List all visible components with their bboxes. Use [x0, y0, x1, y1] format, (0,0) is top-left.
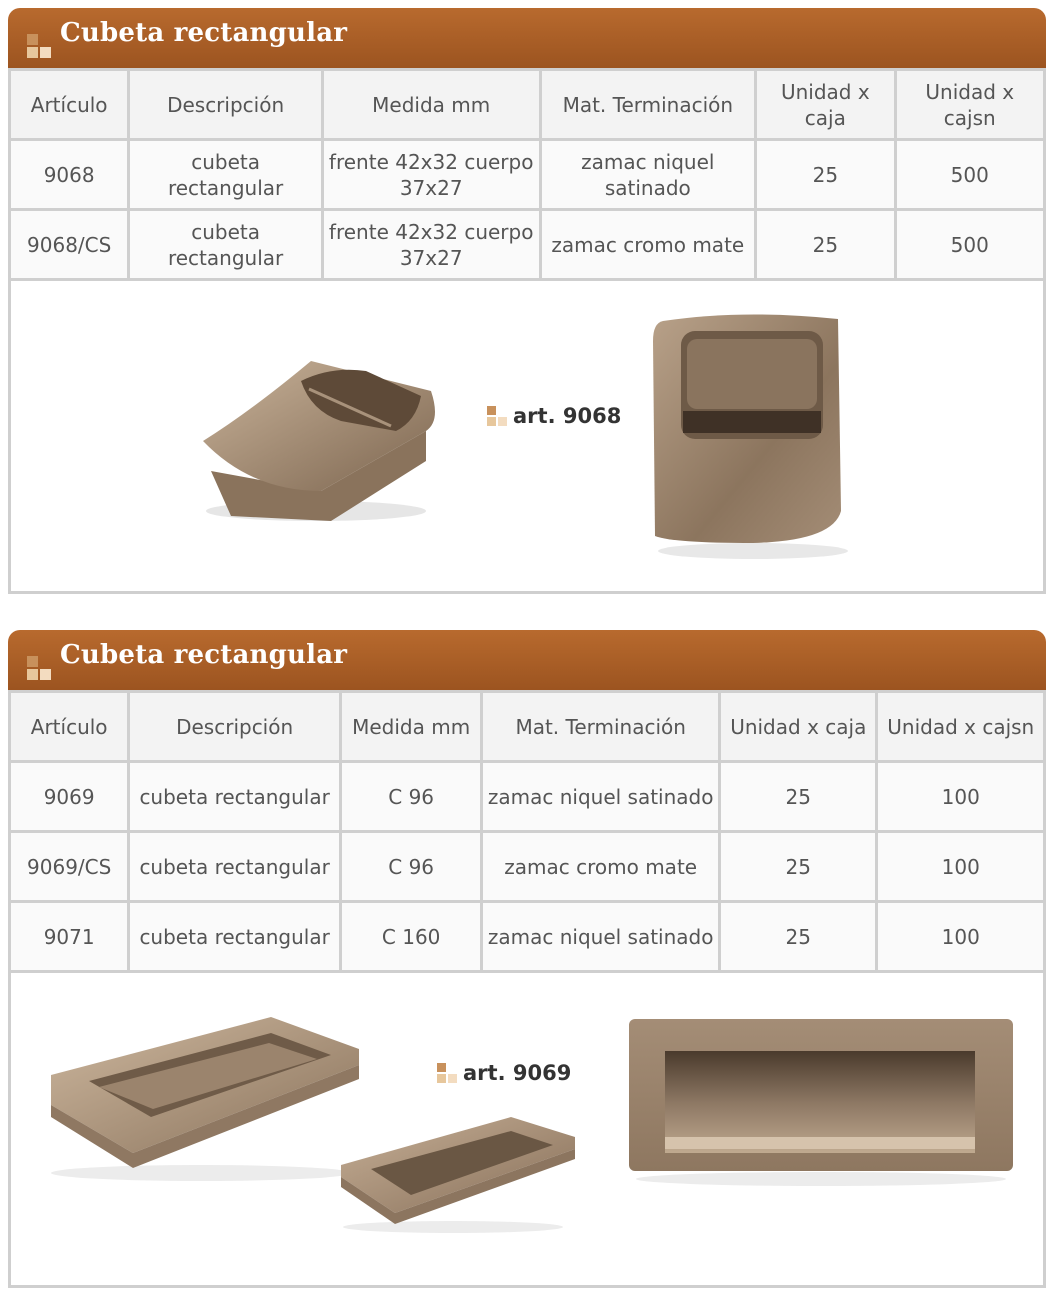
column-header: Mat. Terminación [542, 71, 755, 138]
column-header: Unidad x caja [721, 693, 875, 760]
cell-terminacion: zamac niquel satinado [483, 903, 718, 970]
section-header [8, 630, 1046, 690]
product-photo-front [643, 311, 853, 561]
cell-descripcion: cubeta rectangular [130, 903, 339, 970]
table-header-row [11, 71, 1043, 138]
bullet-squares-icon [27, 34, 51, 58]
cell-unidad-caja: 25 [721, 833, 875, 900]
cell-articulo: 9069 [11, 763, 127, 830]
cell-unidad-cajsn: 100 [878, 763, 1043, 830]
column-header: Unidad x caja [757, 71, 893, 138]
cell-terminacion: zamac cromo mate [483, 833, 718, 900]
cell-descripcion: cubeta rectangular [130, 763, 339, 830]
cell-medida: frente 42x32 cuerpo 37x27 [324, 211, 539, 278]
cell-unidad-cajsn: 500 [897, 141, 1043, 208]
cell-medida: C 96 [342, 833, 480, 900]
cell-unidad-caja: 25 [721, 763, 875, 830]
article-label: art. 9068 [487, 404, 621, 428]
product-image-area [8, 973, 1046, 1288]
column-header: Unidad x cajsn [897, 71, 1043, 138]
cell-unidad-caja: 25 [757, 141, 893, 208]
column-header: Medida mm [342, 693, 480, 760]
product-image-area [8, 281, 1046, 594]
table-row [11, 763, 1043, 830]
cell-unidad-cajsn: 100 [878, 833, 1043, 900]
cell-articulo: 9071 [11, 903, 127, 970]
column-header: Unidad x cajsn [878, 693, 1043, 760]
product-photo-small-angled [333, 1111, 578, 1236]
table-row [11, 211, 1043, 278]
cell-descripcion: cubeta rectangular [130, 211, 321, 278]
cell-medida: C 96 [342, 763, 480, 830]
column-header: Artículo [11, 693, 127, 760]
column-header: Mat. Terminación [483, 693, 718, 760]
cell-descripcion: cubeta rectangular [130, 833, 339, 900]
article-label: art. 9069 [437, 1061, 571, 1085]
cell-unidad-cajsn: 100 [878, 903, 1043, 970]
product-photo-angled [191, 351, 441, 526]
product-section-9068 [8, 8, 1046, 594]
section-title: Cubeta rectangular [60, 640, 348, 670]
product-photo-front [625, 1017, 1017, 1187]
column-header: Descripción [130, 693, 339, 760]
column-header: Medida mm [324, 71, 539, 138]
cell-articulo: 9068 [11, 141, 127, 208]
product-table [8, 68, 1046, 281]
product-table [8, 690, 1046, 973]
cell-medida: frente 42x32 cuerpo 37x27 [324, 141, 539, 208]
cell-terminacion: zamac niquel satinado [542, 141, 755, 208]
cell-unidad-cajsn: 500 [897, 211, 1043, 278]
column-header: Artículo [11, 71, 127, 138]
table-header-row [11, 693, 1043, 760]
table-row [11, 903, 1043, 970]
cell-descripcion: cubeta rectangular [130, 141, 321, 208]
column-header: Descripción [130, 71, 321, 138]
cell-terminacion: zamac niquel satinado [483, 763, 718, 830]
product-section-9069 [8, 630, 1046, 1288]
cell-unidad-caja: 25 [721, 903, 875, 970]
bullet-squares-icon [487, 406, 507, 426]
section-title: Cubeta rectangular [60, 18, 348, 48]
cell-articulo: 9069/CS [11, 833, 127, 900]
bullet-squares-icon [437, 1063, 457, 1083]
cell-medida: C 160 [342, 903, 480, 970]
cell-terminacion: zamac cromo mate [542, 211, 755, 278]
section-header [8, 8, 1046, 68]
bullet-squares-icon [27, 656, 51, 680]
product-photo-large-angled [41, 1013, 361, 1183]
table-row [11, 833, 1043, 900]
table-row [11, 141, 1043, 208]
cell-unidad-caja: 25 [757, 211, 893, 278]
cell-articulo: 9068/CS [11, 211, 127, 278]
